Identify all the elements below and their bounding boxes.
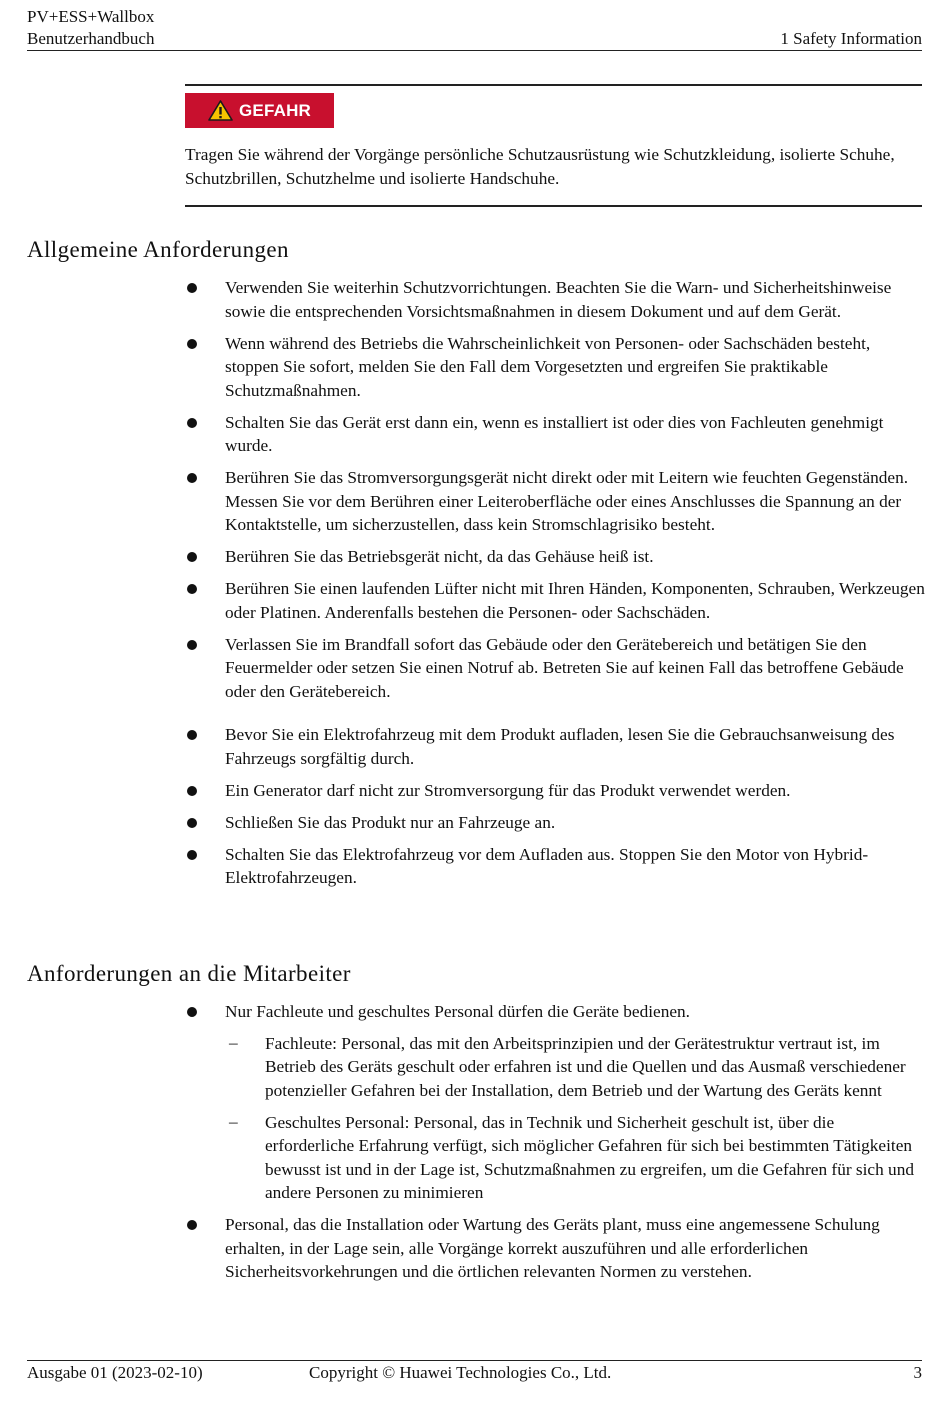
danger-top-rule [185, 84, 922, 86]
footer-edition: Ausgabe 01 (2023-02-10) [27, 1363, 203, 1382]
header-product: PV+ESS+Wallbox [27, 7, 155, 26]
header-left [27, 6, 154, 50]
danger-label: GEFAHR [239, 100, 312, 120]
bullet-icon [187, 339, 197, 349]
heading-staff-requirements: Anforderungen an die Mitarbeiter [27, 961, 351, 986]
list-item: Berühren Sie einen laufenden Lüfter nicht mit Ihren Händen, Komponenten, Schrauben, Werkzeugen oder Platinen. Anderenfalls bestehen die Personen- oder Sachschäden. [185, 577, 925, 624]
list-item: Ein Generator darf nicht zur Stromversorgung für das Produkt verwendet werden. [185, 779, 925, 803]
bullet-icon [187, 473, 197, 483]
bullet-icon [187, 786, 197, 796]
danger-badge [185, 93, 334, 128]
bullet-icon [187, 1220, 197, 1230]
footer-copyright: Copyright © Huawei Technologies Co., Ltd. [309, 1363, 612, 1382]
bullet-icon [187, 418, 197, 428]
bullet-icon [187, 552, 197, 562]
list-item: Verwenden Sie weiterhin Schutzvorrichtungen. Beachten Sie die Warn- und Sicherheitshinweise sowie die entsprechenden Vorsichtsmaßnahmen in diesem Dokument und auf dem Gerät. [185, 276, 925, 323]
sub-list [225, 1032, 925, 1205]
heading-general-requirements: Allgemeine Anforderungen [27, 237, 289, 262]
staff-requirements-list [185, 1000, 925, 1292]
bullet-icon [187, 640, 197, 650]
dash-marker: – [229, 1032, 238, 1052]
list-item: Schalten Sie das Elektrofahrzeug vor dem Aufladen aus. Stoppen Sie den Motor von Hybrid-Elektrofahrzeugen. [185, 843, 925, 890]
general-requirements-list [185, 276, 925, 898]
list-item: Wenn während des Betriebs die Wahrscheinlichkeit von Personen- oder Sachschäden besteht, stoppen Sie sofort, melden Sie den Fall dem Vorgesetzten und ergreifen Sie praktikable Schutzmaßnahmen. [185, 332, 925, 403]
header-manual: Benutzerhandbuch [27, 29, 155, 48]
bullet-icon [187, 850, 197, 860]
list-item: Verlassen Sie im Brandfall sofort das Gebäude oder den Gerätebereich und betätigen Sie den Feuermelder oder setzen Sie einen Notruf ab. Betreten Sie auf keinen Fall das betroffene Gebäude oder den Gerätebereich. [185, 633, 925, 704]
list-item: Schließen Sie das Produkt nur an Fahrzeuge an. [185, 811, 925, 835]
list-item: Berühren Sie das Betriebsgerät nicht, da das Gehäuse heiß ist. [185, 545, 925, 569]
bullet-icon [187, 818, 197, 828]
list-item: Berühren Sie das Stromversorgungsgerät nicht direkt oder mit Leitern wie feuchten Gegenständen. Messen Sie vor dem Berühren einer Leiteroberfläche oder eines Anschlusses die Spannung an der Kontaktstelle, um sicherzustellen, dass kein Stromschlagrisiko besteht. [185, 466, 925, 537]
footer-rule [27, 1360, 922, 1361]
dash-marker: – [229, 1111, 238, 1131]
list-item: Personal, das die Installation oder Wartung des Geräts plant, muss eine angemessene Schulung erhalten, in der Lage sein, alle Vorgänge korrekt auszuführen und alle erforderlichen Sicherheitsvorkehrungen und die örtlichen relevanten Normen zu verstehen. [185, 1213, 925, 1284]
sub-list-item: – Fachleute: Personal, das mit den Arbeitsprinzipien und der Gerätestruktur vertraut ist, im Betrieb des Geräts geschult oder erfahren ist und die Quellen und das Ausmaß verschiedener potenzieller Gefahren bei der Installation, dem Betrieb und der Wartung des Geräts kennt [229, 1032, 906, 1100]
list-item: Bevor Sie ein Elektrofahrzeug mit dem Produkt aufladen, lesen Sie die Gebrauchsanweisung des Fahrzeugs sorgfältig durch. [185, 723, 925, 770]
bullet-icon [187, 1007, 197, 1017]
sub-list-item: – Geschultes Personal: Personal, das in Technik und Sicherheit geschult ist, über die erforderliche Erfahrung verfügt, sich möglicher Gefahren für sich bei bestimmten Tätigkeiten bewusst ist und in der Lage ist, Schutzmaßnahmen zu ergreifen, um die Gefahren für sich und andere Personen zu minimieren [229, 1111, 914, 1202]
bullet-icon [187, 730, 197, 740]
bullet-icon [187, 283, 197, 293]
danger-bottom-rule [185, 205, 922, 207]
header-rule [27, 50, 922, 51]
bullet-icon [187, 584, 197, 594]
list-item: Nur Fachleute und geschultes Personal dürfen die Geräte bedienen. – Fachleute: Personal, das mit den Arbeitsprinzipien und der Gerätestruktur vertraut ist, im Betrieb des Geräts geschult oder erfahren ist und die Quellen und das Ausmaß verschiedener potenzieller Gefahren bei der Installation, dem Betrieb und der Wartung des Geräts kennt – Geschultes Personal: Personal, das in Technik und Sicherheit geschult ist, über die erforderliche Erfahrung verfügt, sich möglicher Gefahren für sich bei bestimmten Tätigkeiten bewusst ist und in der Lage ist, Schutzmaßnahmen zu ergreifen, um die Gefahren für sich und andere Personen zu minimieren [185, 1000, 925, 1205]
warning-triangle-icon [208, 100, 233, 121]
list-item: Schalten Sie das Gerät erst dann ein, wenn es installiert ist oder dies von Fachleuten genehmigt wurde. [185, 411, 925, 458]
footer-page-number: 3 [913, 1363, 922, 1382]
header-section: 1 Safety Information [780, 29, 922, 48]
danger-text: Tragen Sie während der Vorgänge persönliche Schutzausrüstung wie Schutzkleidung, isolierte Schuhe, Schutzbrillen, Schutzhelme und isolierte Handschuhe. [185, 145, 895, 188]
